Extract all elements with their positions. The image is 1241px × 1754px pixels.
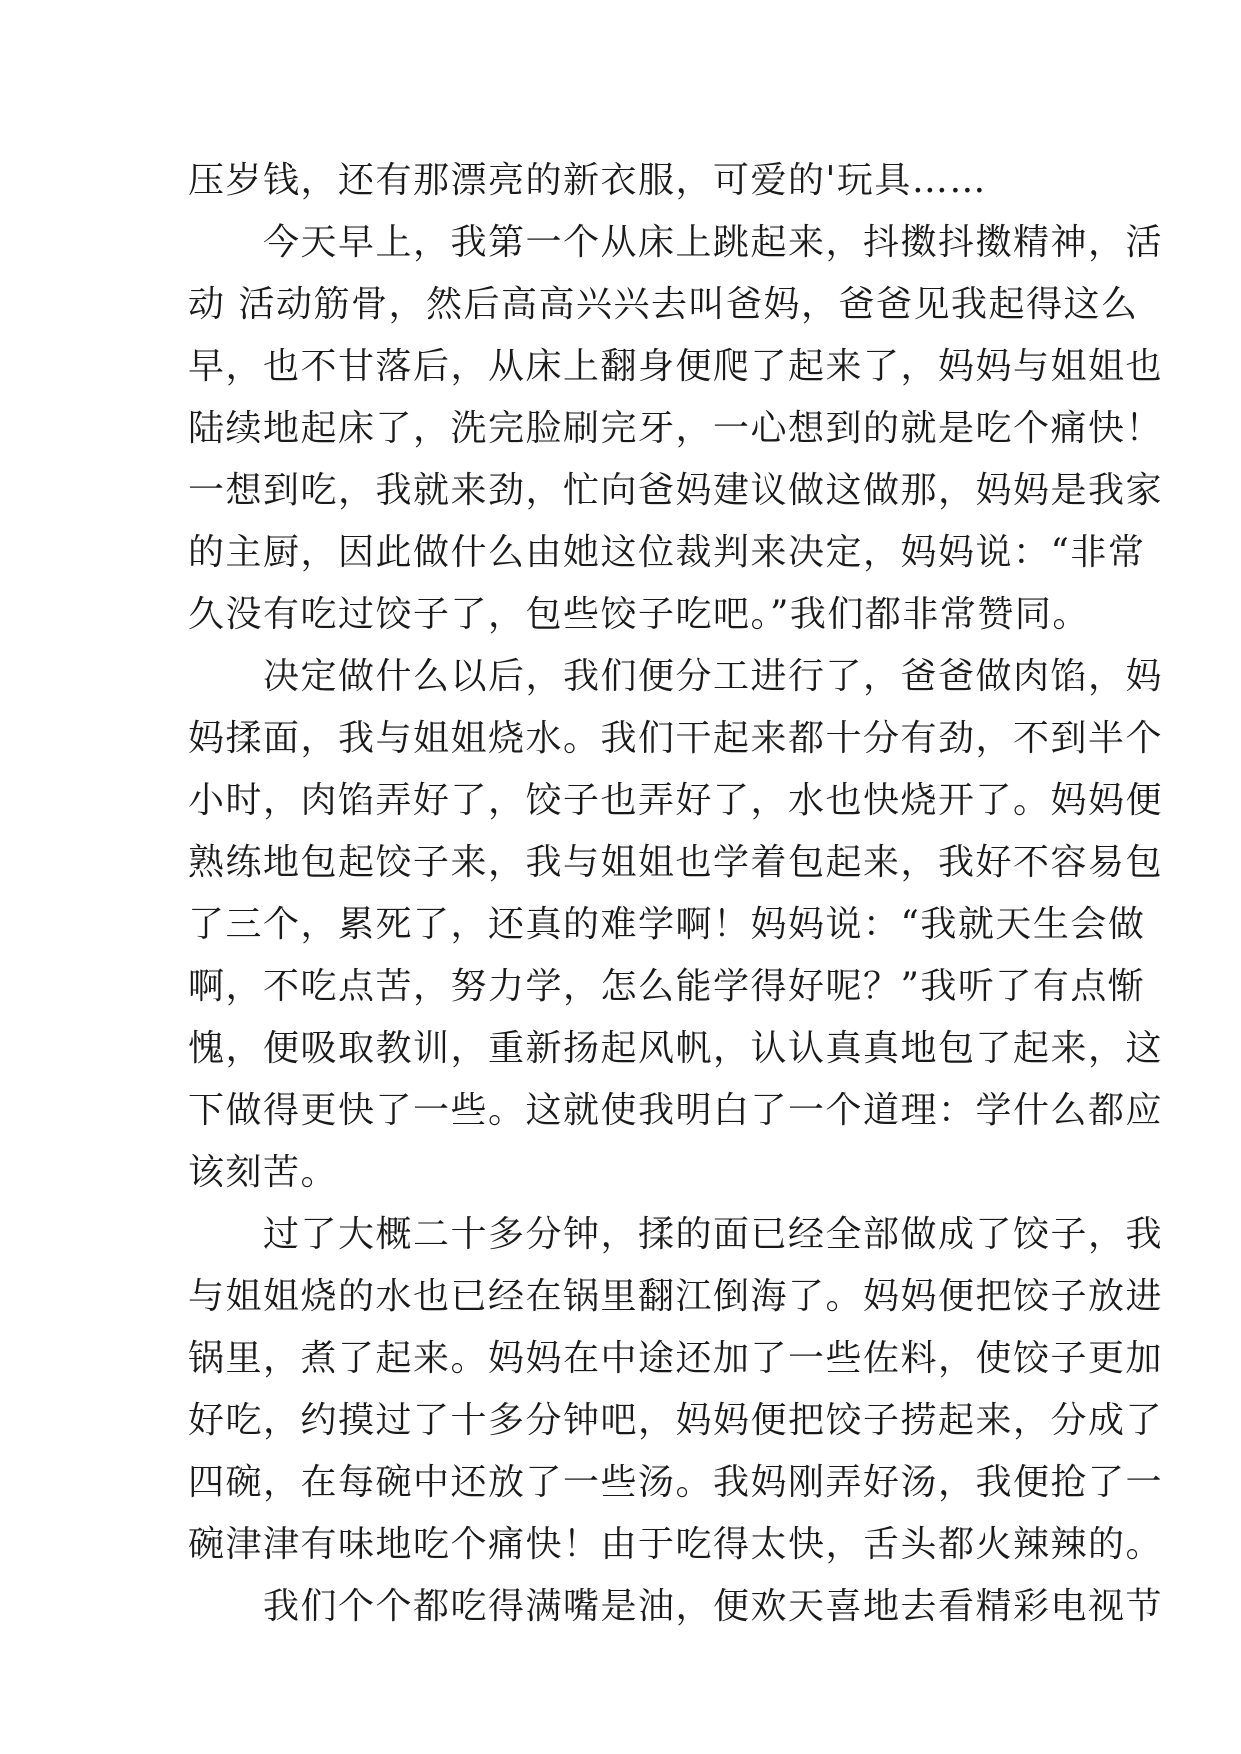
text-line: 碗津津有味地吃个痛快！由于吃得太快，舌头都火辣辣的。 xyxy=(188,1524,1164,1565)
text-line: 与姐姐烧的水也已经在锅里翻江倒海了。妈妈便把饺子放进 xyxy=(188,1276,1164,1317)
text-line: 小时，肉馅弄好了，饺子也弄好了，水也快烧开了。妈妈便 xyxy=(188,780,1164,821)
text-line: 一想到吃，我就来劲，忙向爸妈建议做这做那，妈妈是我家 xyxy=(188,470,1164,511)
text-line: 久没有吃过饺子了，包些饺子吃吧。”我们都非常赞同。 xyxy=(188,594,1090,635)
text-line: 了三个，累死了，还真的难学啊！妈妈说：“我就天生会做 xyxy=(188,904,1146,945)
text-line: 今天早上，我第一个从床上跳起来，抖擞抖擞精神，活 xyxy=(188,222,1164,263)
text-line: 我们个个都吃得满嘴是油，便欢天喜地去看精彩电视节 xyxy=(188,1586,1164,1627)
text-line: 早，也不甘落后，从床上翻身便爬了起来了，妈妈与姐姐也 xyxy=(188,346,1164,387)
text-line: 该刻苦。 xyxy=(188,1152,339,1193)
text-line: 妈揉面，我与姐姐烧水。我们干起来都十分有劲，不到半个 xyxy=(188,718,1164,759)
text-line: 愧，便吸取教训，重新扬起风帆，认认真真地包了起来，这 xyxy=(188,1028,1164,1069)
text-line: 四碗，在每碗中还放了一些汤。我妈刚弄好汤，我便抢了一 xyxy=(188,1462,1164,1503)
text-line: 好吃，约摸过了十多分钟吧，妈妈便把饺子捞起来，分成了 xyxy=(188,1400,1164,1441)
text-line: 动 活动筋骨，然后高高兴兴去叫爸妈，爸爸见我起得这么 xyxy=(188,284,1139,325)
text-line: 啊，不吃点苦，努力学，怎么能学得好呢？”我听了有点惭 xyxy=(188,966,1146,1007)
text-line: 决定做什么以后，我们便分工进行了，爸爸做肉馅，妈 xyxy=(188,656,1164,697)
text-line: 压岁钱，还有那漂亮的新衣服，可爱的'玩具…… xyxy=(188,160,987,201)
text-line: 陆续地起床了，洗完脸刷完牙，一心想到的就是吃个痛快！ xyxy=(188,408,1164,449)
text-line: 过了大概二十多分钟，揉的面已经全部做成了饺子，我 xyxy=(188,1214,1164,1255)
document-body xyxy=(188,150,1164,1638)
text-line: 下做得更快了一些。这就使我明白了一个道理：学什么都应 xyxy=(188,1090,1164,1131)
text-line: 锅里，煮了起来。妈妈在中途还加了一些佐料，使饺子更加 xyxy=(188,1338,1164,1379)
text-line: 熟练地包起饺子来，我与姐姐也学着包起来，我好不容易包 xyxy=(188,842,1164,883)
text-line: 的主厨，因此做什么由她这位裁判来决定，妈妈说：“非常 xyxy=(188,532,1146,573)
